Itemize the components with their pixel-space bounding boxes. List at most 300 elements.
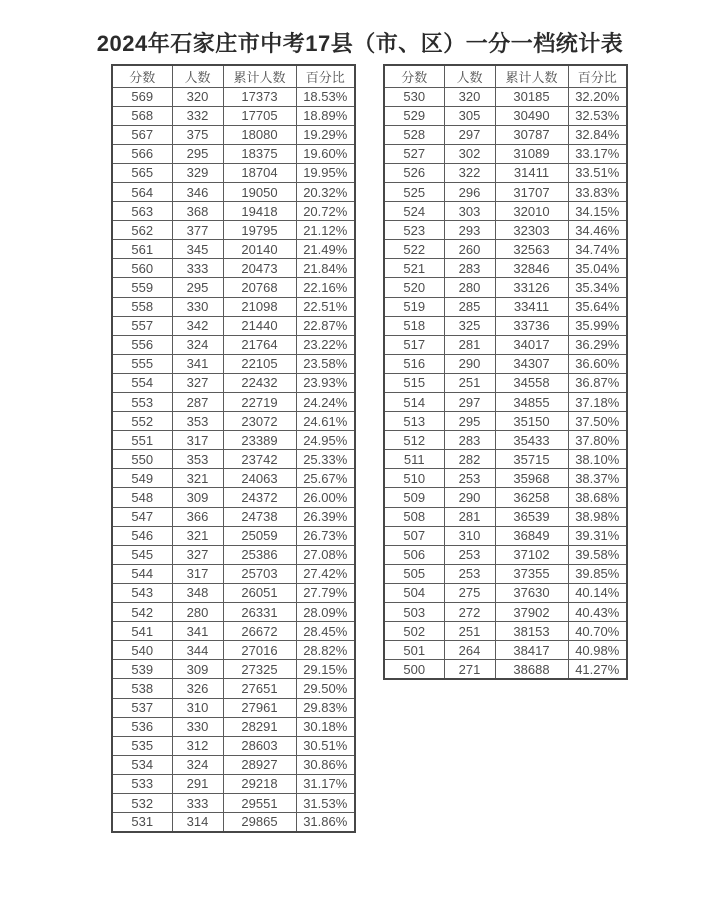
cell-percentage: 30.86% xyxy=(296,755,355,774)
cell-count: 324 xyxy=(172,755,223,774)
cell-count: 310 xyxy=(444,526,495,545)
cell-score: 510 xyxy=(384,469,444,488)
table-row xyxy=(112,717,355,736)
cell-cumulative: 17373 xyxy=(223,87,296,106)
cell-cumulative: 21098 xyxy=(223,297,296,316)
cell-cumulative: 19795 xyxy=(223,221,296,240)
cell-cumulative: 28927 xyxy=(223,755,296,774)
table-row xyxy=(112,335,355,354)
cell-cumulative: 19050 xyxy=(223,182,296,201)
cell-cumulative: 32846 xyxy=(495,259,568,278)
table-row xyxy=(384,488,627,507)
cell-count: 260 xyxy=(444,240,495,259)
cell-count: 283 xyxy=(444,431,495,450)
cell-count: 341 xyxy=(172,354,223,373)
cell-score: 565 xyxy=(112,163,172,182)
cell-count: 322 xyxy=(444,163,495,182)
table-header-right xyxy=(384,65,627,87)
cell-percentage: 26.00% xyxy=(296,488,355,507)
cell-percentage: 23.58% xyxy=(296,354,355,373)
table-row xyxy=(112,354,355,373)
cell-cumulative: 33411 xyxy=(495,297,568,316)
cell-percentage: 28.09% xyxy=(296,603,355,622)
cell-cumulative: 34307 xyxy=(495,354,568,373)
cell-cumulative: 31707 xyxy=(495,182,568,201)
table-row xyxy=(384,450,627,469)
cell-count: 272 xyxy=(444,603,495,622)
cell-percentage: 22.16% xyxy=(296,278,355,297)
cell-percentage: 38.37% xyxy=(568,469,627,488)
table-row xyxy=(112,412,355,431)
cell-count: 291 xyxy=(172,774,223,793)
column-header-count: 人数 xyxy=(172,65,223,87)
cell-count: 314 xyxy=(172,813,223,832)
cell-cumulative: 38688 xyxy=(495,660,568,679)
cell-count: 253 xyxy=(444,564,495,583)
cell-percentage: 41.27% xyxy=(568,660,627,679)
cell-cumulative: 23389 xyxy=(223,431,296,450)
cell-count: 345 xyxy=(172,240,223,259)
cell-count: 297 xyxy=(444,393,495,412)
table-row xyxy=(112,736,355,755)
cell-cumulative: 36849 xyxy=(495,526,568,545)
cell-score: 567 xyxy=(112,125,172,144)
cell-percentage: 24.24% xyxy=(296,393,355,412)
table-row xyxy=(384,622,627,641)
cell-count: 297 xyxy=(444,125,495,144)
cell-score: 542 xyxy=(112,603,172,622)
cell-cumulative: 35150 xyxy=(495,412,568,431)
cell-score: 556 xyxy=(112,335,172,354)
table-row xyxy=(384,125,627,144)
cell-count: 333 xyxy=(172,793,223,812)
cell-count: 302 xyxy=(444,144,495,163)
cell-count: 344 xyxy=(172,641,223,660)
table-row xyxy=(112,221,355,240)
cell-percentage: 40.98% xyxy=(568,641,627,660)
cell-score: 524 xyxy=(384,202,444,221)
cell-count: 326 xyxy=(172,679,223,698)
cell-count: 320 xyxy=(444,87,495,106)
table-row xyxy=(384,278,627,297)
cell-cumulative: 32010 xyxy=(495,202,568,221)
cell-percentage: 37.50% xyxy=(568,412,627,431)
cell-cumulative: 23072 xyxy=(223,412,296,431)
cell-cumulative: 20768 xyxy=(223,278,296,297)
cell-cumulative: 26672 xyxy=(223,622,296,641)
table-row xyxy=(384,660,627,679)
cell-cumulative: 22719 xyxy=(223,393,296,412)
cell-score: 557 xyxy=(112,316,172,335)
score-table-right xyxy=(383,64,628,680)
cell-percentage: 27.79% xyxy=(296,583,355,602)
cell-count: 281 xyxy=(444,335,495,354)
cell-score: 526 xyxy=(384,163,444,182)
table-row xyxy=(384,106,627,125)
table-row xyxy=(112,660,355,679)
cell-cumulative: 24372 xyxy=(223,488,296,507)
cell-score: 562 xyxy=(112,221,172,240)
cell-score: 530 xyxy=(384,87,444,106)
cell-count: 327 xyxy=(172,545,223,564)
cell-percentage: 35.34% xyxy=(568,278,627,297)
cell-percentage: 25.67% xyxy=(296,469,355,488)
cell-score: 511 xyxy=(384,450,444,469)
table-row xyxy=(384,412,627,431)
cell-count: 293 xyxy=(444,221,495,240)
table-row xyxy=(112,698,355,717)
cell-score: 554 xyxy=(112,373,172,392)
cell-percentage: 39.31% xyxy=(568,526,627,545)
table-row xyxy=(112,125,355,144)
cell-percentage: 37.80% xyxy=(568,431,627,450)
cell-count: 312 xyxy=(172,736,223,755)
cell-count: 264 xyxy=(444,641,495,660)
cell-count: 309 xyxy=(172,660,223,679)
cell-percentage: 22.87% xyxy=(296,316,355,335)
cell-cumulative: 35968 xyxy=(495,469,568,488)
cell-percentage: 39.85% xyxy=(568,564,627,583)
cell-cumulative: 38153 xyxy=(495,622,568,641)
column-header-cumulative: 累计人数 xyxy=(495,65,568,87)
cell-score: 527 xyxy=(384,144,444,163)
cell-count: 290 xyxy=(444,488,495,507)
table-row xyxy=(112,259,355,278)
cell-score: 512 xyxy=(384,431,444,450)
cell-percentage: 22.51% xyxy=(296,297,355,316)
cell-count: 253 xyxy=(444,545,495,564)
cell-score: 503 xyxy=(384,603,444,622)
cell-score: 561 xyxy=(112,240,172,259)
cell-count: 332 xyxy=(172,106,223,125)
cell-count: 295 xyxy=(172,144,223,163)
table-row xyxy=(112,373,355,392)
table-row xyxy=(384,221,627,240)
cell-score: 568 xyxy=(112,106,172,125)
cell-score: 502 xyxy=(384,622,444,641)
cell-score: 520 xyxy=(384,278,444,297)
cell-percentage: 23.22% xyxy=(296,335,355,354)
table-row xyxy=(112,431,355,450)
table-row xyxy=(112,622,355,641)
cell-count: 320 xyxy=(172,87,223,106)
table-row xyxy=(112,679,355,698)
cell-percentage: 30.51% xyxy=(296,736,355,755)
cell-score: 534 xyxy=(112,755,172,774)
cell-score: 507 xyxy=(384,526,444,545)
table-row xyxy=(384,507,627,526)
cell-cumulative: 33736 xyxy=(495,316,568,335)
table-row xyxy=(112,278,355,297)
cell-score: 504 xyxy=(384,583,444,602)
cell-percentage: 21.49% xyxy=(296,240,355,259)
table-row xyxy=(112,469,355,488)
cell-count: 353 xyxy=(172,412,223,431)
cell-cumulative: 23742 xyxy=(223,450,296,469)
cell-count: 341 xyxy=(172,622,223,641)
cell-score: 528 xyxy=(384,125,444,144)
cell-score: 541 xyxy=(112,622,172,641)
cell-cumulative: 19418 xyxy=(223,202,296,221)
cell-cumulative: 32563 xyxy=(495,240,568,259)
cell-count: 329 xyxy=(172,163,223,182)
cell-percentage: 34.46% xyxy=(568,221,627,240)
cell-percentage: 39.58% xyxy=(568,545,627,564)
cell-count: 346 xyxy=(172,182,223,201)
cell-percentage: 21.84% xyxy=(296,259,355,278)
cell-count: 296 xyxy=(444,182,495,201)
table-row xyxy=(112,526,355,545)
cell-score: 538 xyxy=(112,679,172,698)
cell-percentage: 38.10% xyxy=(568,450,627,469)
cell-score: 519 xyxy=(384,297,444,316)
table-row xyxy=(112,297,355,316)
cell-score: 547 xyxy=(112,507,172,526)
cell-cumulative: 34558 xyxy=(495,373,568,392)
cell-cumulative: 21440 xyxy=(223,316,296,335)
cell-count: 325 xyxy=(444,316,495,335)
cell-percentage: 18.89% xyxy=(296,106,355,125)
cell-percentage: 28.45% xyxy=(296,622,355,641)
table-row xyxy=(384,202,627,221)
cell-percentage: 36.60% xyxy=(568,354,627,373)
cell-cumulative: 20140 xyxy=(223,240,296,259)
table-row xyxy=(112,316,355,335)
cell-count: 321 xyxy=(172,526,223,545)
table-row xyxy=(384,641,627,660)
column-header-percentage: 百分比 xyxy=(296,65,355,87)
cell-cumulative: 34855 xyxy=(495,393,568,412)
cell-percentage: 26.73% xyxy=(296,526,355,545)
cell-score: 546 xyxy=(112,526,172,545)
cell-score: 559 xyxy=(112,278,172,297)
cell-cumulative: 26331 xyxy=(223,603,296,622)
table-row xyxy=(112,450,355,469)
table-header-left xyxy=(112,65,355,87)
cell-cumulative: 27016 xyxy=(223,641,296,660)
cell-cumulative: 22105 xyxy=(223,354,296,373)
cell-score: 508 xyxy=(384,507,444,526)
page-title: 2024年石家庄市中考17县（市、区）一分一档统计表 xyxy=(96,31,624,56)
table-row xyxy=(112,488,355,507)
table-row xyxy=(112,755,355,774)
cell-cumulative: 27651 xyxy=(223,679,296,698)
column-header-score: 分数 xyxy=(384,65,444,87)
cell-score: 517 xyxy=(384,335,444,354)
cell-percentage: 24.95% xyxy=(296,431,355,450)
cell-score: 515 xyxy=(384,373,444,392)
cell-cumulative: 33126 xyxy=(495,278,568,297)
cell-count: 275 xyxy=(444,583,495,602)
cell-cumulative: 28291 xyxy=(223,717,296,736)
cell-score: 500 xyxy=(384,660,444,679)
cell-cumulative: 18704 xyxy=(223,163,296,182)
cell-score: 545 xyxy=(112,545,172,564)
cell-count: 377 xyxy=(172,221,223,240)
cell-score: 550 xyxy=(112,450,172,469)
cell-percentage: 34.74% xyxy=(568,240,627,259)
cell-percentage: 21.12% xyxy=(296,221,355,240)
cell-cumulative: 35433 xyxy=(495,431,568,450)
table-row xyxy=(384,182,627,201)
cell-score: 564 xyxy=(112,182,172,201)
cell-cumulative: 27961 xyxy=(223,698,296,717)
table-row xyxy=(384,469,627,488)
cell-percentage: 19.95% xyxy=(296,163,355,182)
cell-score: 509 xyxy=(384,488,444,507)
cell-count: 375 xyxy=(172,125,223,144)
cell-score: 560 xyxy=(112,259,172,278)
cell-count: 353 xyxy=(172,450,223,469)
cell-percentage: 38.98% xyxy=(568,507,627,526)
cell-score: 544 xyxy=(112,564,172,583)
cell-cumulative: 37630 xyxy=(495,583,568,602)
cell-count: 280 xyxy=(444,278,495,297)
table-row xyxy=(112,641,355,660)
cell-count: 305 xyxy=(444,106,495,125)
cell-cumulative: 37102 xyxy=(495,545,568,564)
cell-cumulative: 31089 xyxy=(495,144,568,163)
table-row xyxy=(384,240,627,259)
cell-percentage: 40.43% xyxy=(568,603,627,622)
table-row xyxy=(112,182,355,201)
table-row xyxy=(384,335,627,354)
cell-cumulative: 29551 xyxy=(223,793,296,812)
cell-count: 324 xyxy=(172,335,223,354)
table-row xyxy=(384,564,627,583)
cell-score: 522 xyxy=(384,240,444,259)
column-header-score: 分数 xyxy=(112,65,172,87)
cell-count: 303 xyxy=(444,202,495,221)
cell-count: 251 xyxy=(444,373,495,392)
cell-cumulative: 30787 xyxy=(495,125,568,144)
cell-score: 543 xyxy=(112,583,172,602)
cell-cumulative: 30490 xyxy=(495,106,568,125)
cell-score: 521 xyxy=(384,259,444,278)
table-row xyxy=(384,545,627,564)
cell-percentage: 32.20% xyxy=(568,87,627,106)
cell-cumulative: 18080 xyxy=(223,125,296,144)
table-row xyxy=(384,583,627,602)
cell-percentage: 30.18% xyxy=(296,717,355,736)
cell-score: 513 xyxy=(384,412,444,431)
cell-percentage: 38.68% xyxy=(568,488,627,507)
cell-score: 531 xyxy=(112,813,172,832)
table-row xyxy=(384,393,627,412)
cell-cumulative: 17705 xyxy=(223,106,296,125)
cell-percentage: 35.04% xyxy=(568,259,627,278)
cell-count: 317 xyxy=(172,564,223,583)
cell-score: 525 xyxy=(384,182,444,201)
cell-score: 505 xyxy=(384,564,444,583)
header-row xyxy=(112,65,355,87)
cell-count: 295 xyxy=(172,278,223,297)
cell-percentage: 29.83% xyxy=(296,698,355,717)
cell-count: 281 xyxy=(444,507,495,526)
cell-count: 366 xyxy=(172,507,223,526)
cell-percentage: 31.53% xyxy=(296,793,355,812)
cell-percentage: 27.08% xyxy=(296,545,355,564)
table-row xyxy=(112,545,355,564)
cell-cumulative: 35715 xyxy=(495,450,568,469)
cell-score: 523 xyxy=(384,221,444,240)
cell-score: 552 xyxy=(112,412,172,431)
score-table-left xyxy=(111,64,356,833)
table-row xyxy=(112,583,355,602)
table-row xyxy=(384,373,627,392)
cell-percentage: 18.53% xyxy=(296,87,355,106)
cell-cumulative: 25703 xyxy=(223,564,296,583)
cell-cumulative: 29865 xyxy=(223,813,296,832)
cell-count: 285 xyxy=(444,297,495,316)
cell-cumulative: 36258 xyxy=(495,488,568,507)
table-row xyxy=(112,793,355,812)
cell-count: 251 xyxy=(444,622,495,641)
cell-percentage: 29.50% xyxy=(296,679,355,698)
table-row xyxy=(112,87,355,106)
table-row xyxy=(384,526,627,545)
cell-percentage: 25.33% xyxy=(296,450,355,469)
column-header-count: 人数 xyxy=(444,65,495,87)
cell-count: 317 xyxy=(172,431,223,450)
cell-percentage: 29.15% xyxy=(296,660,355,679)
cell-cumulative: 26051 xyxy=(223,583,296,602)
header-row xyxy=(384,65,627,87)
cell-count: 295 xyxy=(444,412,495,431)
table-row xyxy=(384,297,627,316)
cell-score: 506 xyxy=(384,545,444,564)
cell-count: 348 xyxy=(172,583,223,602)
cell-count: 287 xyxy=(172,393,223,412)
cell-percentage: 20.32% xyxy=(296,182,355,201)
table-row xyxy=(384,144,627,163)
cell-cumulative: 28603 xyxy=(223,736,296,755)
cell-score: 569 xyxy=(112,87,172,106)
cell-percentage: 28.82% xyxy=(296,641,355,660)
cell-percentage: 20.72% xyxy=(296,202,355,221)
cell-count: 283 xyxy=(444,259,495,278)
cell-percentage: 24.61% xyxy=(296,412,355,431)
cell-score: 549 xyxy=(112,469,172,488)
cell-cumulative: 38417 xyxy=(495,641,568,660)
cell-percentage: 31.86% xyxy=(296,813,355,832)
cell-cumulative: 34017 xyxy=(495,335,568,354)
cell-cumulative: 24063 xyxy=(223,469,296,488)
cell-percentage: 19.29% xyxy=(296,125,355,144)
column-header-percentage: 百分比 xyxy=(568,65,627,87)
cell-score: 518 xyxy=(384,316,444,335)
cell-percentage: 26.39% xyxy=(296,507,355,526)
cell-count: 310 xyxy=(172,698,223,717)
cell-cumulative: 31411 xyxy=(495,163,568,182)
cell-cumulative: 22432 xyxy=(223,373,296,392)
cell-cumulative: 25059 xyxy=(223,526,296,545)
cell-cumulative: 21764 xyxy=(223,335,296,354)
cell-score: 558 xyxy=(112,297,172,316)
cell-score: 537 xyxy=(112,698,172,717)
cell-score: 566 xyxy=(112,144,172,163)
table-row xyxy=(112,144,355,163)
cell-percentage: 34.15% xyxy=(568,202,627,221)
table-row xyxy=(384,259,627,278)
cell-cumulative: 25386 xyxy=(223,545,296,564)
cell-percentage: 40.70% xyxy=(568,622,627,641)
cell-score: 539 xyxy=(112,660,172,679)
cell-score: 535 xyxy=(112,736,172,755)
cell-score: 516 xyxy=(384,354,444,373)
cell-score: 553 xyxy=(112,393,172,412)
cell-percentage: 27.42% xyxy=(296,564,355,583)
